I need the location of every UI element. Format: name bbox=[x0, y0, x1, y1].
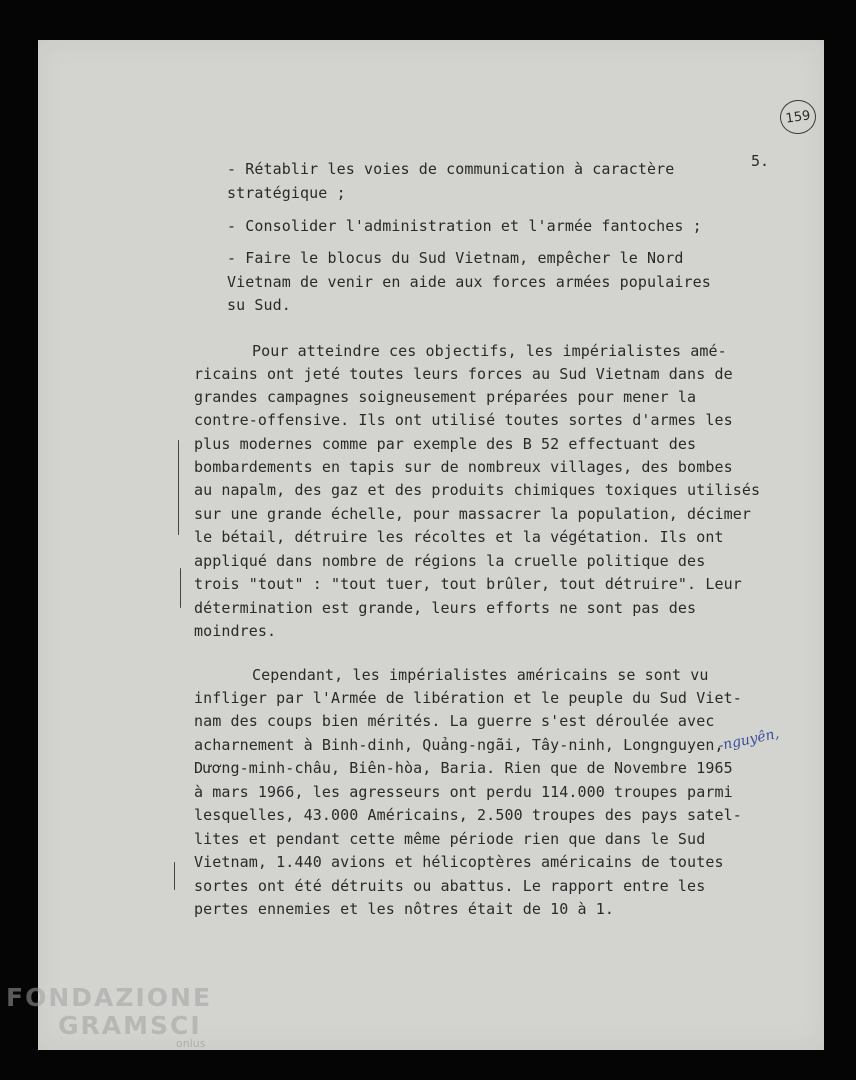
paragraph-line: trois "tout" : "tout tuer, tout brûler, tout détruire". Leur bbox=[194, 575, 742, 593]
margin-bracket bbox=[178, 440, 179, 535]
paragraph-line: acharnement à Binh-dinh, Quảng-ngãi, Tây-ninh, Longnguyen, bbox=[194, 736, 724, 754]
paragraph-line: lesquelles, 43.000 Américains, 2.500 troupes des pays satel- bbox=[194, 806, 742, 824]
paragraph-line: ricains ont jeté toutes leurs forces au Sud Vietnam dans de bbox=[194, 365, 733, 383]
paragraph-line: Cependant, les impérialistes américains se sont vu bbox=[252, 666, 709, 684]
watermark-suffix: onlus bbox=[176, 1037, 206, 1050]
handwritten-note: -nguyên, bbox=[717, 725, 781, 755]
paragraph-line: au napalm, des gaz et des produits chimiques toxiques utilisés bbox=[194, 481, 761, 499]
paragraph-line: nam des coups bien mérités. La guerre s'est déroulée avec bbox=[194, 712, 715, 730]
bullet-line: su Sud. bbox=[227, 296, 291, 314]
margin-bracket bbox=[180, 568, 181, 608]
bullet-line: - Rétablir les voies de communication à caractère bbox=[227, 160, 675, 178]
bullet-line: Vietnam de venir en aide aux forces armées populaires bbox=[227, 273, 711, 291]
paragraph-line: Vietnam, 1.440 avions et hélicoptères américains de toutes bbox=[194, 853, 724, 871]
paragraph-line: à mars 1966, les agresseurs ont perdu 114.000 troupes parmi bbox=[194, 783, 733, 801]
paragraph-line: Dương-minh-châu, Biên-hòa, Baria. Rien que de Novembre 1965 bbox=[194, 759, 733, 777]
paragraph-line: moindres. bbox=[194, 622, 277, 640]
paragraph-line: contre-offensive. Ils ont utilisé toutes sortes d'armes les bbox=[194, 411, 733, 429]
paragraph-line: détermination est grande, leurs efforts ne sont pas des bbox=[194, 599, 697, 617]
watermark-line-1: FONDAZIONE bbox=[6, 983, 213, 1012]
bullet-line: stratégique ; bbox=[227, 184, 346, 202]
archive-watermark bbox=[6, 983, 213, 1050]
paragraph-line: grandes campagnes soigneusement préparées pour mener la bbox=[194, 388, 697, 406]
paragraph-line: pertes ennemies et les nôtres était de 10 à 1. bbox=[194, 900, 615, 918]
paragraph-line: plus modernes comme par exemple des B 52 effectuant des bbox=[194, 435, 697, 453]
paragraph-line: Pour atteindre ces objectifs, les impérialistes amé- bbox=[252, 342, 727, 360]
paragraph-line: sortes ont été détruits ou abattus. Le rapport entre les bbox=[194, 877, 706, 895]
archive-number-stamp: 159 bbox=[778, 98, 818, 137]
paragraph-line: appliqué dans nombre de régions la cruelle politique des bbox=[194, 552, 706, 570]
margin-bracket bbox=[174, 862, 175, 890]
paragraph-line: infliger par l'Armée de libération et le peuple du Sud Viet- bbox=[194, 689, 742, 707]
paragraph-line: le bétail, détruire les récoltes et la végétation. Ils ont bbox=[194, 528, 724, 546]
bullet-line: - Faire le blocus du Sud Vietnam, empêcher le Nord bbox=[227, 249, 684, 267]
paragraph-line: bombardements en tapis sur de nombreux villages, des bombes bbox=[194, 458, 733, 476]
page-number: 5. bbox=[751, 152, 770, 170]
watermark-line-2: GRAMSCI bbox=[58, 1011, 202, 1040]
bullet-line: - Consolider l'administration et l'armée fantoches ; bbox=[227, 217, 702, 235]
paragraph-line: lites et pendant cette même période rien que dans le Sud bbox=[194, 830, 706, 848]
typed-page bbox=[38, 40, 824, 1050]
paragraph-line: sur une grande échelle, pour massacrer la population, décimer bbox=[194, 505, 751, 523]
